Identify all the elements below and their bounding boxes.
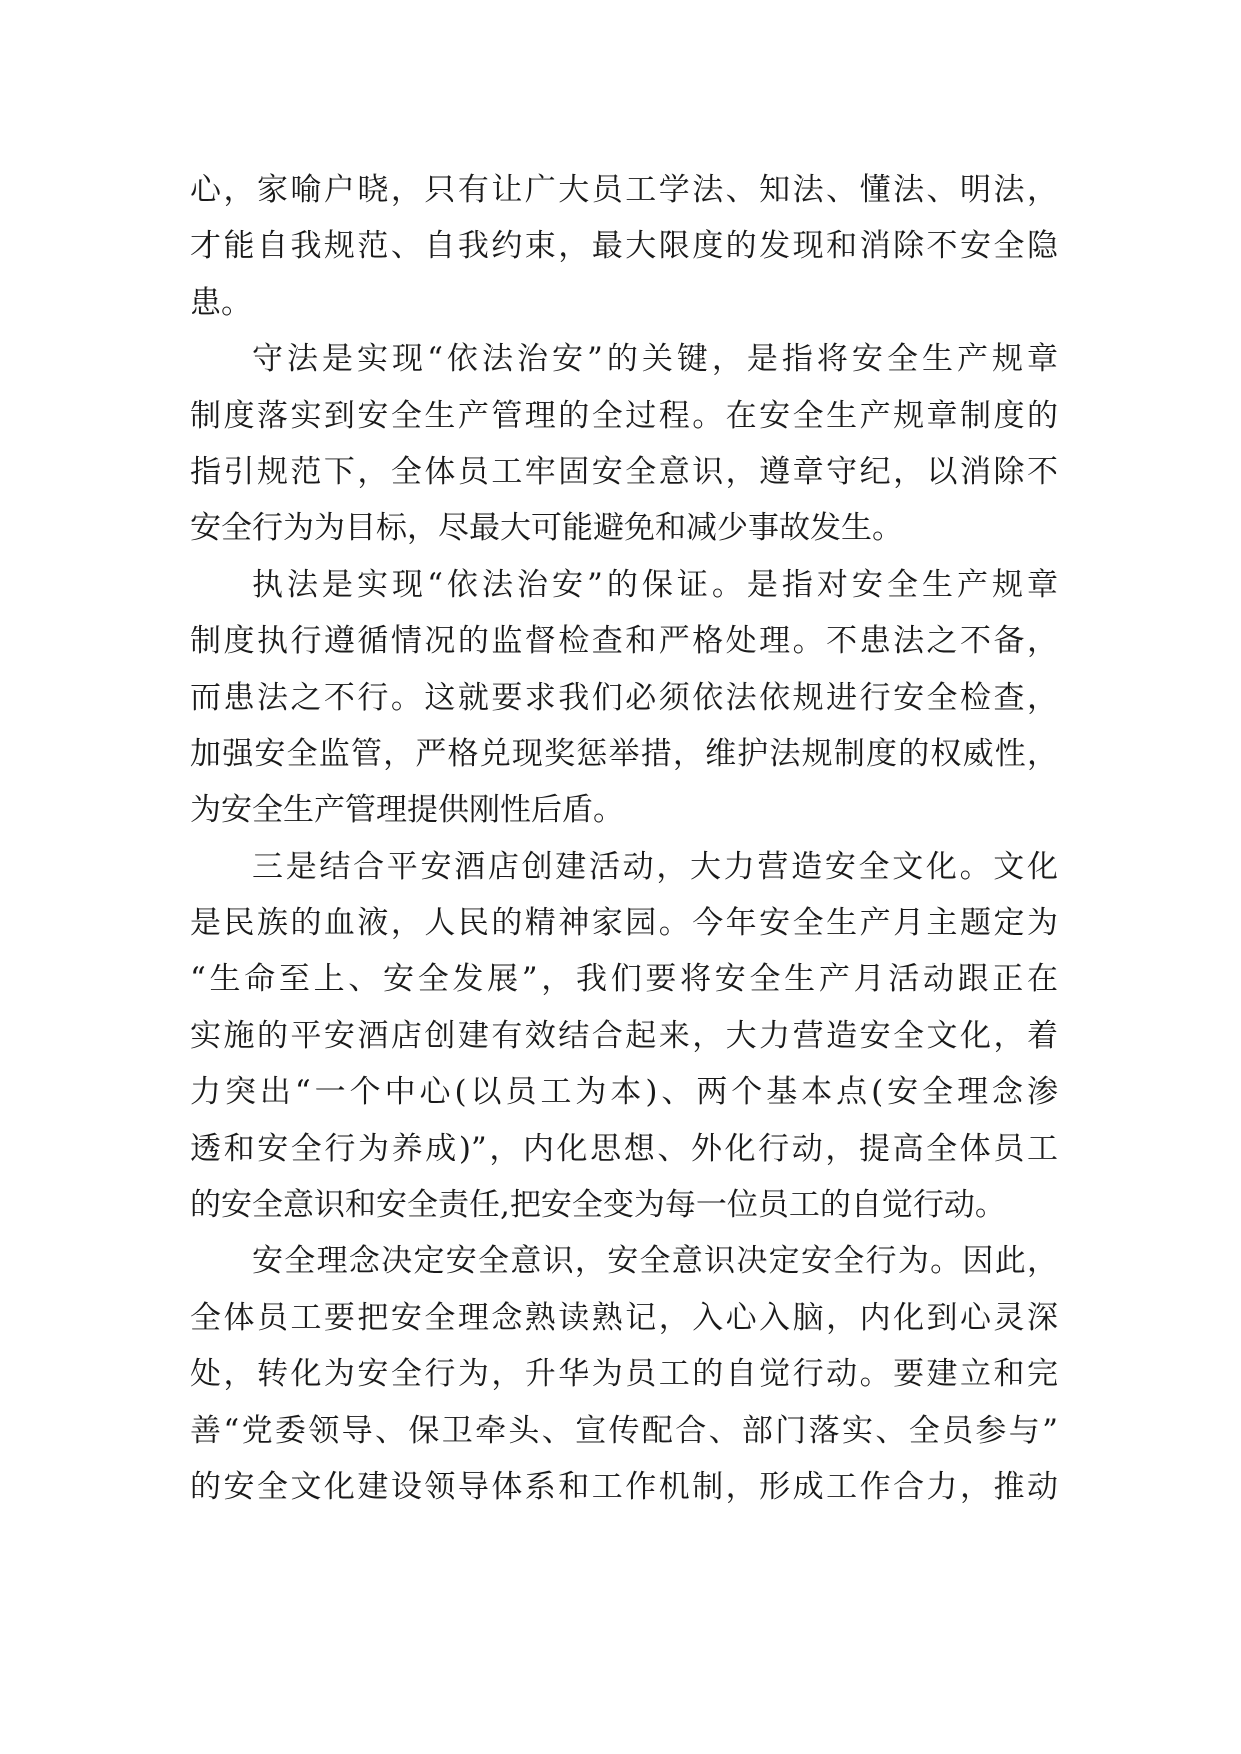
text-line: 善“党委领导、保卫牵头、宣传配合、部门落实、全员参与”	[190, 1412, 1058, 1449]
document-body	[190, 162, 1058, 1515]
text-line: 而患法之不行。这就要求我们必须依法依规进行安全检查，	[190, 679, 1058, 716]
paragraph	[190, 839, 1058, 1234]
text-line: 患。	[190, 284, 252, 321]
text-line: 全体员工要把安全理念熟读熟记，入心入脑，内化到心灵深	[190, 1299, 1058, 1336]
text-line: 才能自我规范、自我约束，最大限度的发现和消除不安全隐	[190, 228, 1058, 265]
text-line: 安全理念决定安全意识，安全意识决定安全行为。因此，	[252, 1243, 1058, 1280]
text-line: 守法是实现“依法治安”的关键，是指将安全生产规章	[252, 341, 1058, 378]
text-line: 的安全意识和安全责任,把安全变为每一位员工的自觉行动。	[190, 1187, 1006, 1224]
text-line: 三是结合平安酒店创建活动，大力营造安全文化。文化	[252, 848, 1058, 885]
text-line: 加强安全监管，严格兑现奖惩举措，维护法规制度的权威性，	[190, 735, 1058, 772]
text-line: 的安全文化建设领导体系和工作机制，形成工作合力，推动	[190, 1468, 1058, 1505]
text-line: 力突出“一个中心(以员工为本)、两个基本点(安全理念渗	[190, 1074, 1058, 1111]
paragraph	[190, 1233, 1058, 1515]
text-line: “生命至上、安全发展”，我们要将安全生产月活动跟正在	[190, 961, 1058, 998]
text-line: 制度执行遵循情况的监督检查和严格处理。不患法之不备，	[190, 623, 1058, 660]
text-line: 安全行为为目标，尽最大可能避免和减少事故发生。	[190, 510, 903, 547]
paragraph	[190, 162, 1058, 331]
paragraph	[190, 331, 1058, 557]
text-line: 透和安全行为养成)”，内化思想、外化行动，提高全体员工	[190, 1130, 1058, 1167]
paragraph	[190, 557, 1058, 839]
text-line: 是民族的血液，人民的精神家园。今年安全生产月主题定为	[190, 905, 1058, 942]
text-line: 为安全生产管理提供刚性后盾。	[190, 792, 624, 829]
text-line: 制度落实到安全生产管理的全过程。在安全生产规章制度的	[190, 397, 1058, 434]
text-line: 实施的平安酒店创建有效结合起来，大力营造安全文化，着	[190, 1017, 1058, 1054]
text-line: 心，家喻户晓，只有让广大员工学法、知法、懂法、明法，	[190, 172, 1058, 208]
text-line: 执法是实现“依法治安”的保证。是指对安全生产规章	[252, 566, 1058, 603]
text-line: 指引规范下，全体员工牢固安全意识，遵章守纪，以消除不	[190, 453, 1058, 490]
text-line: 处，转化为安全行为，升华为员工的自觉行动。要建立和完	[190, 1356, 1058, 1393]
